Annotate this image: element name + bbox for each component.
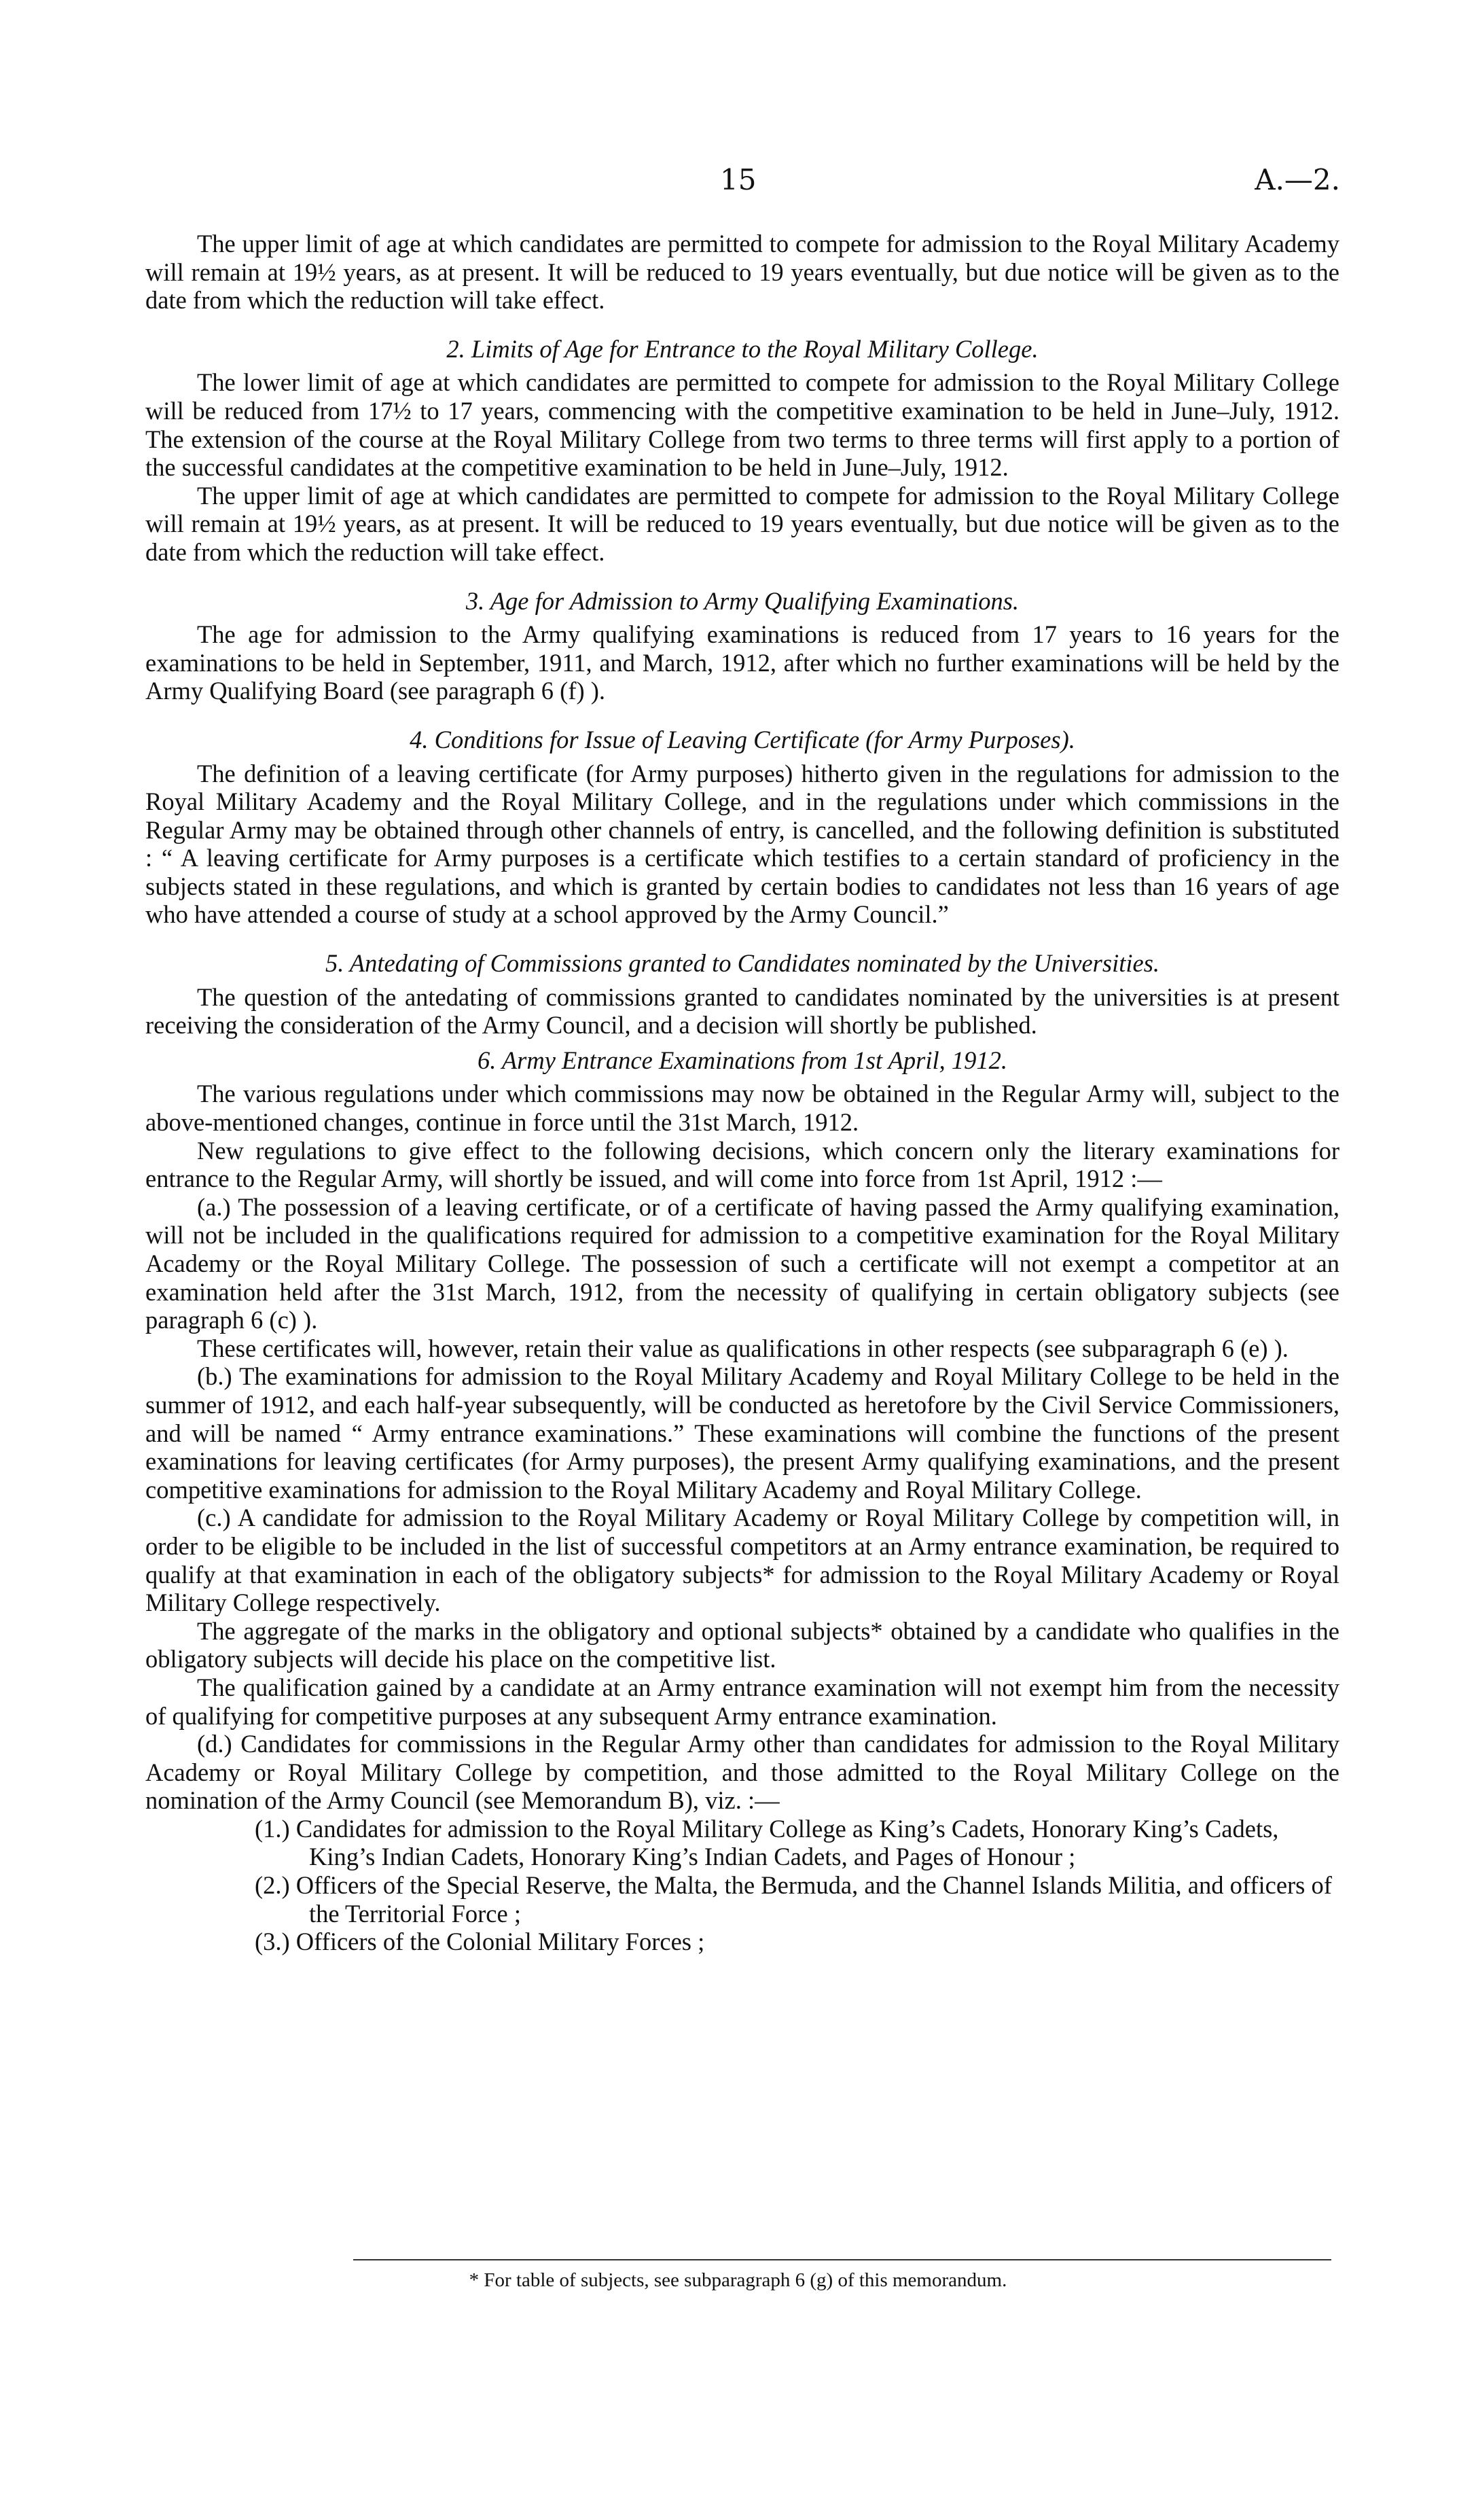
- paragraph: The upper limit of age at which candidates are permitted to compete for admission to the Royal Military College will remain at 19½ years, as at present. It will be reduced to 19 years eventually, but due notice will be given as to the date from which the reduction will take effect.: [145, 481, 1339, 566]
- document-reference: A.—2.: [1255, 163, 1340, 196]
- paragraph: These certificates will, however, retain their value as qualifications in other respects (see subparagraph 6 (e) ).: [197, 1334, 1289, 1362]
- list-item: (2.) Officers of the Special Reserve, the Malta, the Bermuda, and the Channel Islands Militia, and officers of the Territorial Force ;: [255, 1871, 1332, 1928]
- body-text: [145, 230, 1339, 1956]
- paragraph: The definition of a leaving certificate (for Army purposes) hitherto given in the regulations for admission to the Royal Military Academy and the Royal Military College, and in the regulations under which commissions in the Regular Army may be obtained through other channels of entry, is cancelled, and the following definition is substituted : “ A leaving certificate for Army purposes is a certificate which testifies to a certain standard of proficiency in the subjects stated in these regulations, and which is granted by certain bodies to candidates not less than 16 years of age who have attended a course of study at a school approved by the Army Council.”: [145, 759, 1339, 929]
- paragraph: (b.) The examinations for admission to the Royal Military Academy and Royal Military College to be held in the summer of 1912, and each half-year subsequently, will be conducted as heretofore by the Civil Service Commissioners, and will be named “ Army entrance examinations.” These examinations will combine the functions of the present examinations for leaving certificates (for Army purposes), the present Army qualifying examinations, and the present competitive examinations for admission to the Royal Military Academy and Royal Military College.: [145, 1362, 1339, 1504]
- page-header: [0, 163, 1476, 204]
- page-number: 15: [720, 163, 757, 196]
- paragraph: (a.) The possession of a leaving certificate, or of a certificate of having passed the Army qualifying examination, will not be included in the qualifications required for admission to a competitive examination for the Royal Military Academy or the Royal Military College. The possession of such a certificate will not exempt a competitor at an examination held after the 31st March, 1912, from the necessity of qualifying in certain obligatory subjects (see paragraph 6 (c) ).: [145, 1192, 1339, 1334]
- paragraph: New regulations to give effect to the following decisions, which concern only the literary examinations for entrance to the Regular Army, will shortly be issued, and will come into force from 1st April, 1912 :—: [145, 1136, 1339, 1193]
- list-item: (1.) Candidates for admission to the Royal Military College as King’s Cadets, Honorary King’s Cadets, King’s Indian Cadets, Honorary King’s Indian Cadets, and Pages of Honour ;: [255, 1814, 1279, 1871]
- section-heading: 6. Army Entrance Examinations from 1st April, 1912.: [478, 1046, 1007, 1074]
- paragraph: The age for admission to the Army qualifying examinations is reduced from 17 years to 16 years for the examinations to be held in September, 1911, and March, 1912, after which no further examinations will be held by the Army Qualifying Board (see paragraph 6 (f) ).: [145, 620, 1339, 705]
- paragraph: The upper limit of age at which candidates are permitted to compete for admission to the Royal Military Academy will remain at 19½ years, as at present. It will be reduced to 19 years eventually, but due notice will be given as to the date from which the reduction will take effect.: [145, 230, 1339, 315]
- section-heading: 2. Limits of Age for Entrance to the Royal Military College.: [446, 334, 1039, 363]
- paragraph: The various regulations under which commissions may now be obtained in the Regular Army will, subject to the above-mentioned changes, continue in force until the 31st March, 1912.: [145, 1080, 1339, 1137]
- paragraph: (c.) A candidate for admission to the Royal Military Academy or Royal Military College by competition will, in order to be eligible to be included in the list of successful competitors at an Army entrance examination, be required to qualify at that examination in each of the obligatory subjects* for admission to the Royal Military Academy or Royal Military College respectively.: [145, 1504, 1339, 1617]
- section-heading: 5. Antedating of Commissions granted to Candidates nominated by the Universities.: [325, 949, 1160, 978]
- footnote-divider: [353, 2259, 1331, 2260]
- footnote: * For table of subjects, see subparagraph 6 (g) of this memorandum.: [469, 2269, 1007, 2291]
- paragraph: (d.) Candidates for commissions in the Regular Army other than candidates for admission to the Royal Military Academy or Royal Military College by competition, and those admitted to the Royal Military College on the nomination of the Army Council (see Memorandum B), viz. :—: [145, 1730, 1339, 1815]
- paragraph: The question of the antedating of commissions granted to candidates nominated by the universities is at present receiving the consideration of the Army Council, and a decision will shortly be published.: [145, 982, 1339, 1040]
- list-item: (3.) Officers of the Colonial Military Forces ;: [255, 1928, 705, 1956]
- section-heading: 3. Age for Admission to Army Qualifying Examinations.: [465, 586, 1020, 615]
- paragraph: The aggregate of the marks in the obligatory and optional subjects* obtained by a candidate who qualifies in the obligatory subjects will decide his place on the competitive list.: [145, 1616, 1339, 1673]
- section-heading: 4. Conditions for Issue of Leaving Certificate (for Army Purposes).: [410, 725, 1075, 753]
- paragraph: The qualification gained by a candidate at an Army entrance examination will not exempt him from the necessity of qualifying for competitive purposes at any subsequent Army entrance examination.: [145, 1673, 1339, 1730]
- paragraph: The lower limit of age at which candidates are permitted to compete for admission to the Royal Military College will be reduced from 17½ to 17 years, commencing with the competitive examination to be held in June–July, 1912. The extension of the course at the Royal Military College from two terms to three terms will first apply to a portion of the successful candidates at the competitive examination to be held in June–July, 1912.: [145, 368, 1339, 482]
